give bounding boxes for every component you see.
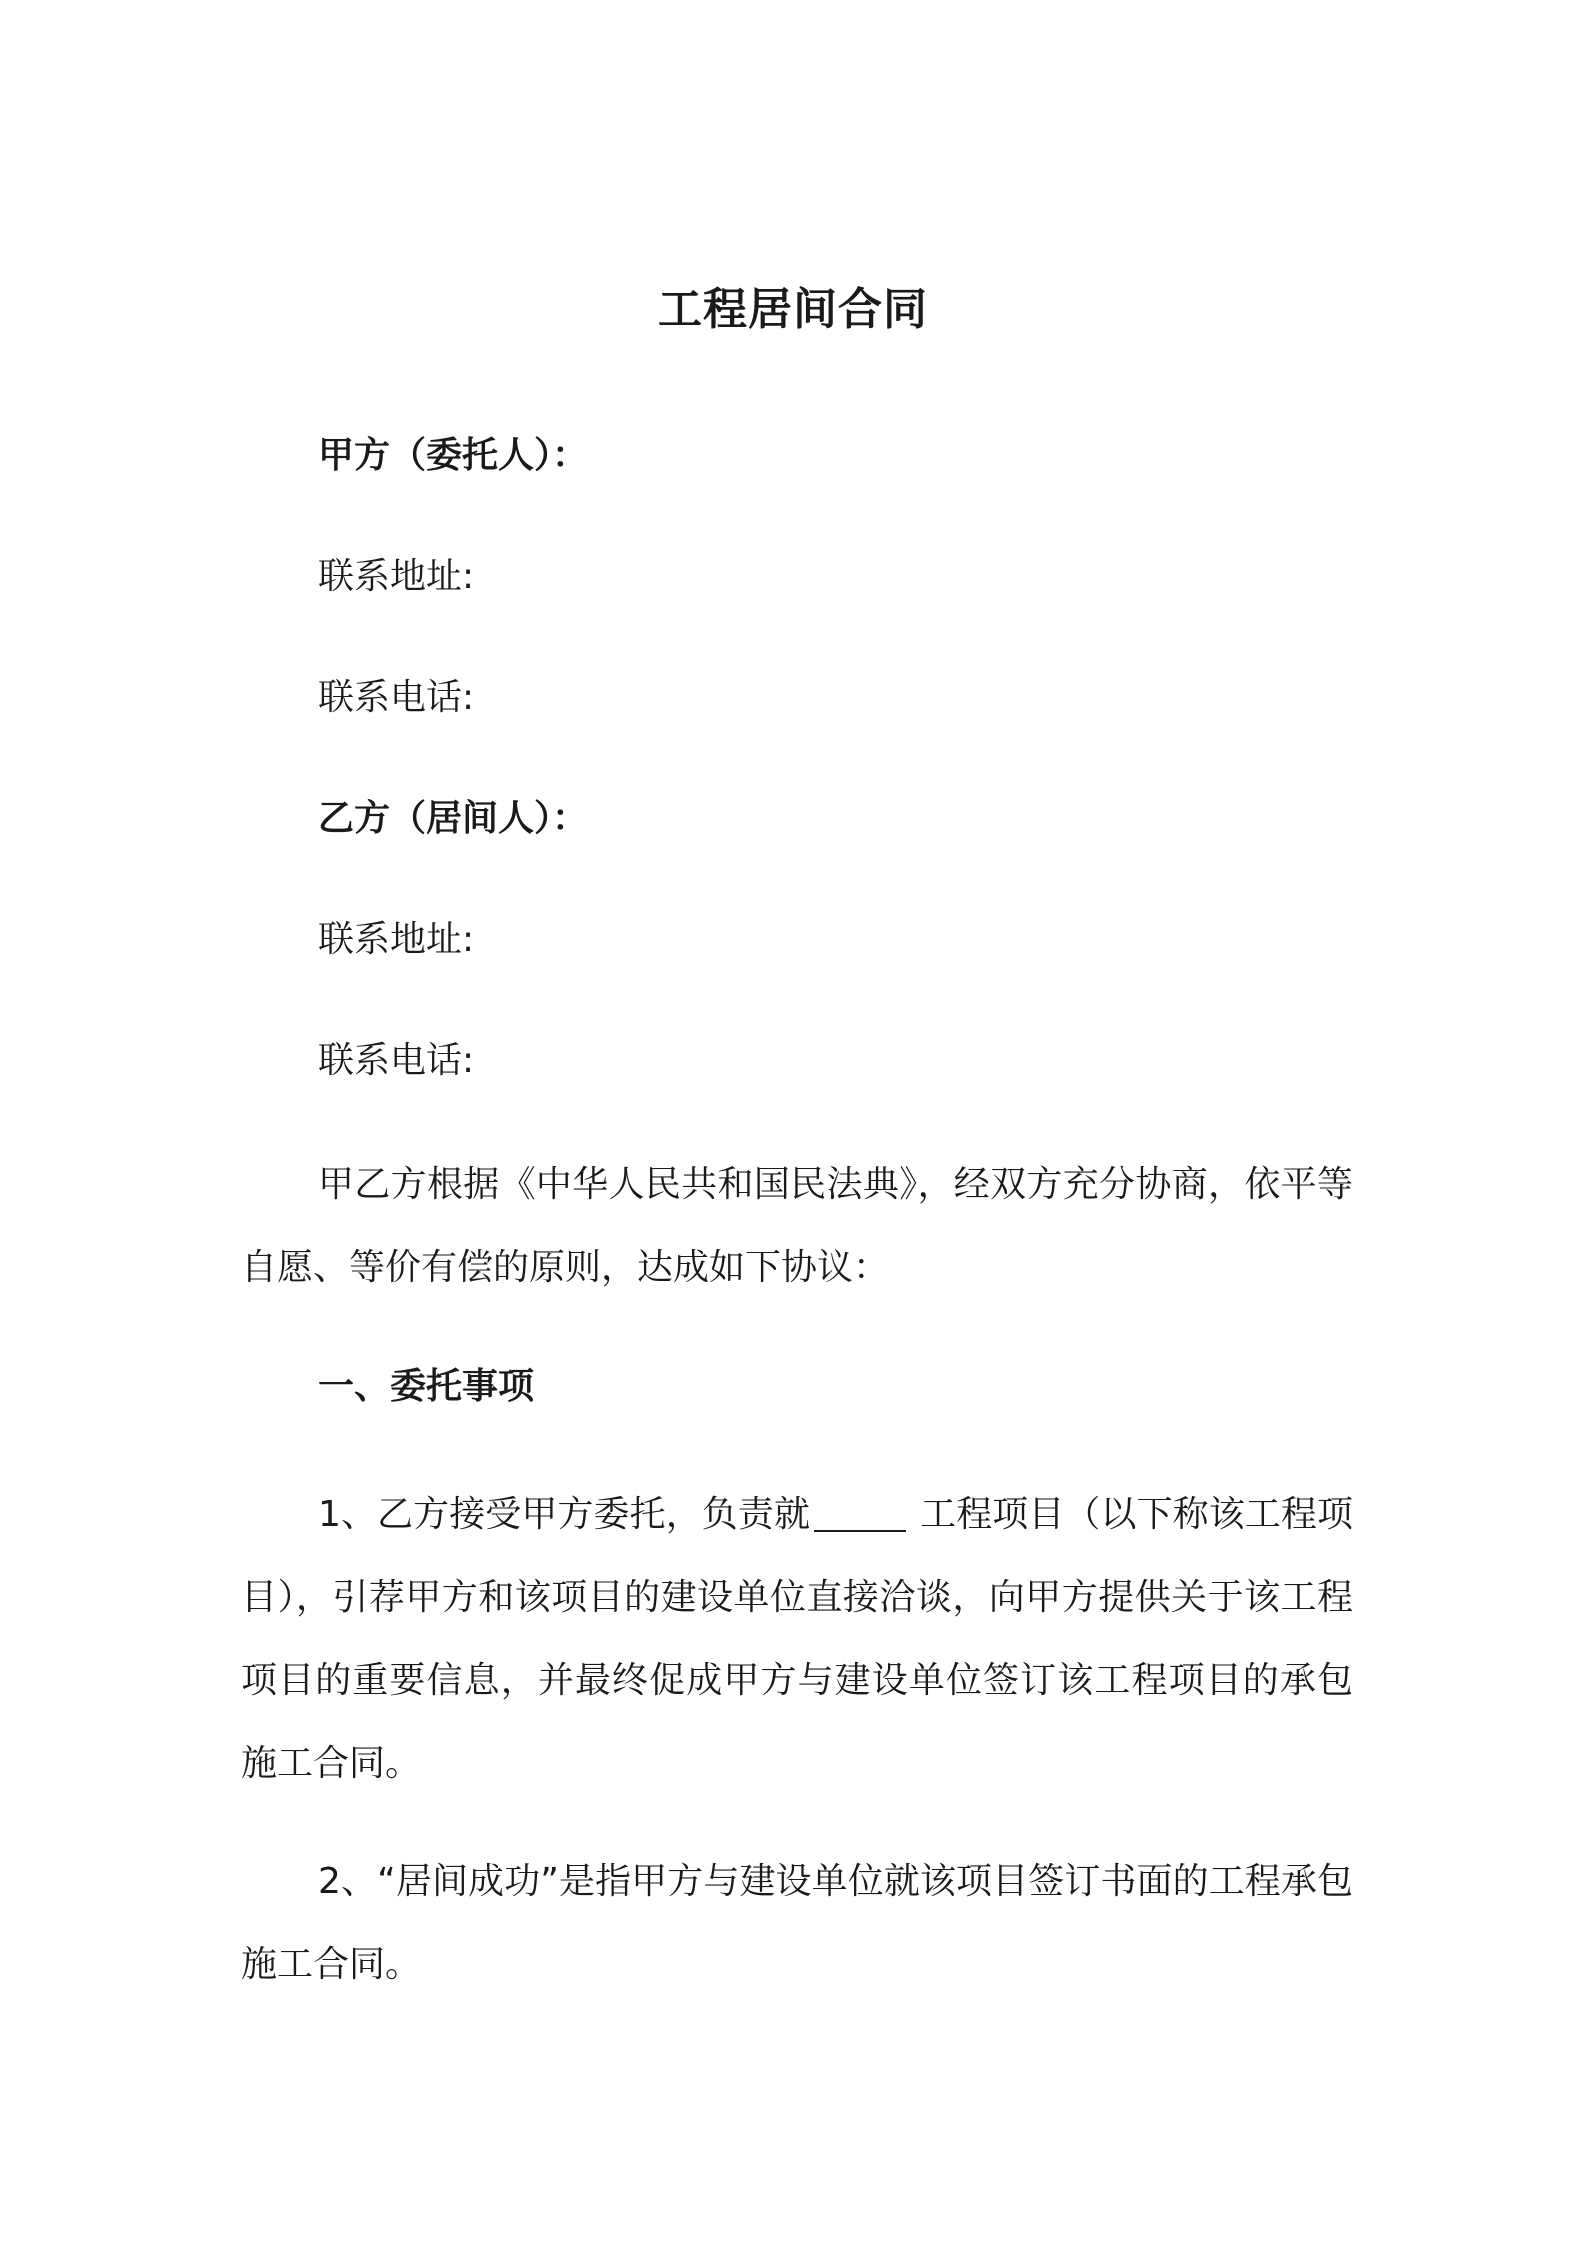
party-b-address-label: 联系地址: — [318, 919, 475, 960]
clause-2-paragraph: 2、“居间成功”是指甲方与建设单位就该项目签订书面的工程承包施工合同。 — [241, 1861, 1353, 1985]
clause-1-text-start: 1、乙方接受甲方委托，负责就 — [318, 1494, 811, 1535]
clause-1-text-end: 工程项目（以下称该工程项目），引荐甲方和该项目的建设单位直接洽谈，向甲方提供关于该工程项目的重要信息，并最终促成甲方与建设单位签订该工程项目的承包施工合同。 — [241, 1494, 1353, 1784]
page-title: 工程居间合同 — [658, 284, 928, 335]
party-a-label: 甲方（委托人）： — [318, 435, 589, 476]
project-name-blank — [814, 1494, 906, 1532]
party-a-phone-label: 联系电话: — [318, 677, 475, 718]
clause-1-paragraph — [241, 1473, 1353, 1805]
party-a-address-label: 联系地址: — [318, 556, 475, 597]
section-1-heading: 一、委托事项 — [318, 1366, 535, 1407]
party-b-phone-label: 联系电话: — [318, 1040, 475, 1081]
preamble-paragraph: 甲乙方根据《中华人民共和国民法典》，经双方充分协商，依平等自愿、等价有偿的原则，达成如下协议： — [241, 1164, 1353, 1288]
party-b-label: 乙方（居间人）： — [318, 798, 589, 839]
